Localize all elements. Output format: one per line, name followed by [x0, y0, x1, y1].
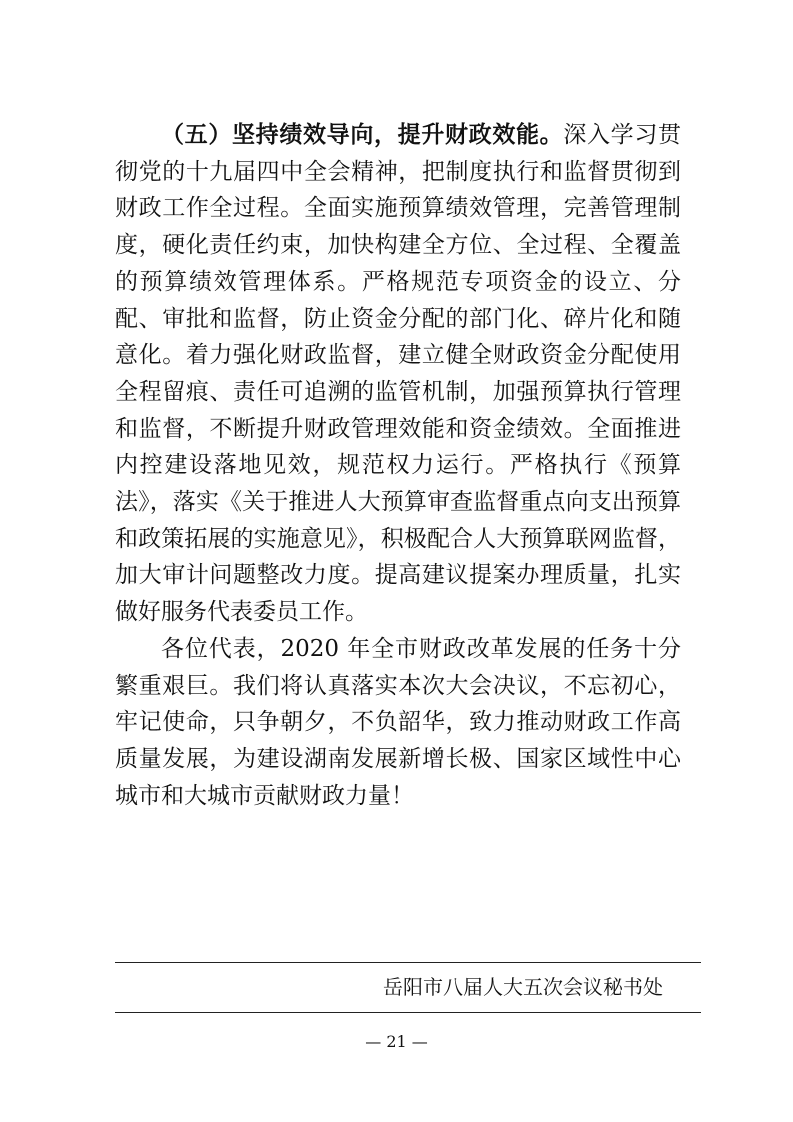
- section-heading: （五）坚持绩效导向，提升财政效能。: [161, 121, 564, 148]
- body-text: [115, 117, 681, 814]
- paragraph-performance: [115, 117, 681, 631]
- paragraph-text: 深入学习贯彻党的十九届四中全会精神，把制度执行和监督贯彻到财政工作全过程。全面实施预算绩效管理，完善管理制度，硬化责任约束，加快构建全方位、全过程、全覆盖的预算绩效管理体系。严格规范专项资金的设立、分配、审批和监督，防止资金分配的部门化、碎片化和随意化。着力强化财政监督，建立健全财政资金分配使用全程留痕、责任可追溯的监管机制，加强预算执行管理和监督，不断提升财政管理效能和资金绩效。全面推进内控建设落地见效，规范权力运行。严格执行《预算法》，落实《关于推进人大预算审查监督重点向支出预算和政策拓展的实施意见》，积极配合人大预算联网监督，加大审计问题整改力度。提高建议提案办理质量，扎实做好服务代表委员工作。: [115, 122, 682, 626]
- page-number: — 21 —: [365, 1032, 428, 1051]
- paragraph-text: 各位代表，2020 年全市财政改革发展的任务十分繁重艰巨。我们将认真落实本次大会决议，不忘初心，牢记使命，只争朝夕，不负韶华，致力推动财政工作高质量发展，为建设湖南发展新增长极、国家区域性中心城市和大城市贡献财政力量！: [115, 635, 681, 809]
- footer-divider-top: [115, 962, 701, 963]
- paragraph-closing: [115, 631, 681, 815]
- issuing-organization: 岳阳市八届人大五次会议秘书处: [383, 975, 663, 999]
- footer-divider-bottom: [115, 1012, 701, 1013]
